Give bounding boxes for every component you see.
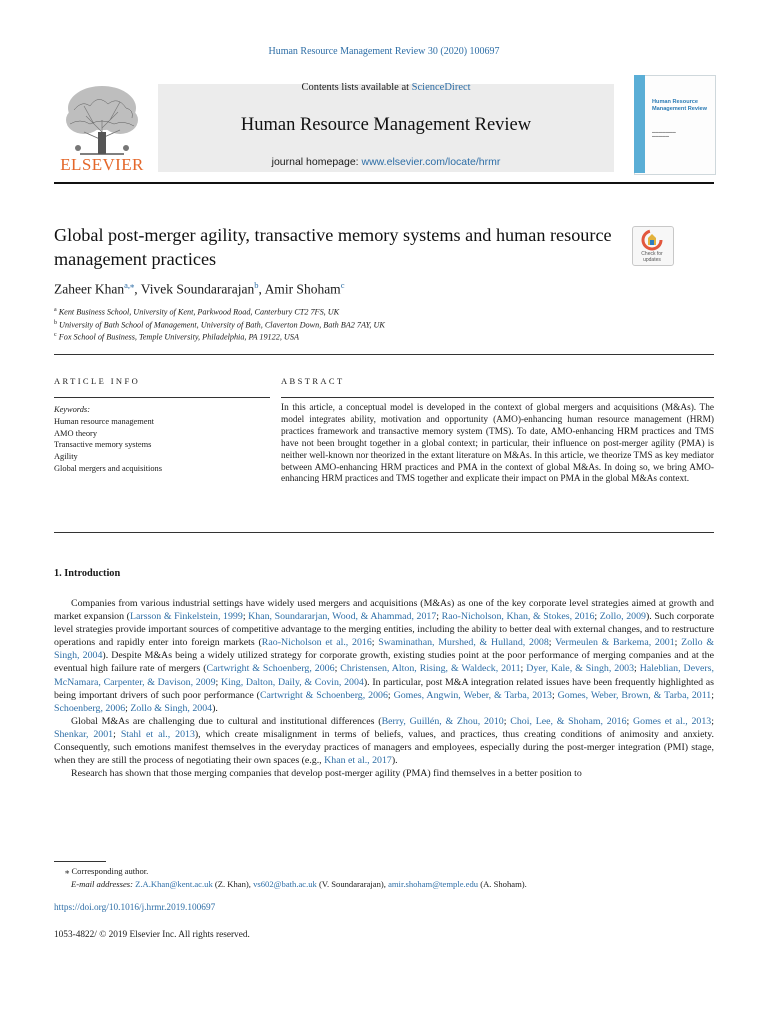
body-text-run: ). xyxy=(391,755,398,767)
homepage-prefix: journal homepage: xyxy=(271,156,362,168)
body-text-run: ; xyxy=(626,715,634,727)
header-rule xyxy=(54,182,714,184)
body-text-run: ). Such corporate level strategies provide important sources of competitive advantage to the merging entities, including the ability to better deal with external changes, and to restructure operations and rapidly enter into foreign markets ( xyxy=(54,611,714,649)
citation-link[interactable]: King, Dalton, Daily, & Covin, 2004 xyxy=(220,676,364,688)
affiliation-sup: c xyxy=(54,332,57,338)
email-owner: (A. Shoham). xyxy=(478,879,527,889)
keyword-item: Transactive memory systems xyxy=(54,440,152,450)
affiliation-text: University of Bath School of Management, University of Bath, Claverton Down, Bath BA2 7AY, UK xyxy=(59,320,385,330)
body-text-run: ; xyxy=(334,663,341,675)
body-text-run: ; xyxy=(674,637,682,649)
corresponding-footnote xyxy=(54,866,714,877)
body-text-run: ; xyxy=(113,728,121,740)
email-owner: (Z. Khan), xyxy=(212,879,254,889)
author-list xyxy=(54,280,344,298)
footnote-rule xyxy=(54,861,106,862)
citation-link[interactable]: Christensen, Alton, Rising, & Waldeck, 2011 xyxy=(340,663,521,675)
cover-spine xyxy=(634,75,645,173)
intro-heading: 1. Introduction xyxy=(54,568,121,579)
body-text-run: ; xyxy=(594,611,600,623)
copyright-line: 1053-4822/ © 2019 Elsevier Inc. All rights reserved. xyxy=(54,930,250,940)
citation-link[interactable]: Zollo & Singh, 2004 xyxy=(54,637,714,662)
citation-link[interactable]: Khan et al., 2017 xyxy=(324,755,392,767)
body-text-run: ). xyxy=(212,702,218,714)
body-text-run: ; xyxy=(371,637,379,649)
email-footnote xyxy=(54,879,714,889)
keyword-item: Global mergers and acquisitions xyxy=(54,463,162,473)
citation-link[interactable]: Choi, Lee, & Shoham, 2016 xyxy=(510,715,627,727)
body-text-run: Global M&As are challenging due to cultural and institutional differences ( xyxy=(71,715,382,727)
citation-link[interactable]: Zollo & Singh, 2004 xyxy=(130,702,213,714)
author-affil-sup[interactable]: b xyxy=(254,280,259,290)
keyword-item: Human resource management xyxy=(54,416,154,426)
body-text-run: ), which create misalignment in terms of beliefs, values, and practices, thus creating conditions of animosity and anxiety. Consequently, such emotions manifest themselves in the everyday practices of managers and employees, especially during the post-merger integration (PMI) stage, when they are still the process of negotiating their own spaces (e.g., xyxy=(54,728,714,767)
intro-body xyxy=(54,597,714,780)
body-text-run: ; xyxy=(551,689,558,701)
article-info-heading: ARTICLE INFO xyxy=(54,376,141,386)
article-title: Global post-merger agility, transactive memory systems and human resource management practices xyxy=(54,225,612,269)
body-text-run: ; xyxy=(634,663,640,675)
citation-link[interactable]: Vermeulen & Barkema, 2001 xyxy=(555,637,675,649)
check-updates-icon xyxy=(641,229,663,251)
author-affil-sup[interactable]: c xyxy=(340,280,345,290)
front-matter-rule xyxy=(54,354,714,355)
body-text-run: ). In particular, post M&A integration related issues have been frequently highlighted as being important drivers of such poor performance ( xyxy=(54,676,714,701)
affiliation xyxy=(54,332,299,342)
citation-link[interactable]: Shenkar, 2001 xyxy=(54,728,114,740)
corresponding-star[interactable]: ⁎ xyxy=(130,280,135,290)
doi-link[interactable]: https://doi.org/10.1016/j.hrmr.2019.100697 xyxy=(54,903,216,913)
keyword-item: AMO theory xyxy=(54,428,98,438)
email-link[interactable]: amir.shoham@temple.edu xyxy=(388,879,479,889)
citation-link[interactable]: Larsson & Finkelstein, 1999 xyxy=(129,611,243,623)
body-text-run: ; xyxy=(520,663,527,675)
citation-link[interactable]: Zollo, 2009 xyxy=(599,611,646,623)
citation-link[interactable]: Stahl et al., 2013 xyxy=(120,728,195,740)
body-text-run: ; xyxy=(125,702,131,714)
abstract-rule xyxy=(281,397,714,398)
citation-link[interactable]: Gomes, Weber, Brown, & Tarba, 2011 xyxy=(557,689,712,701)
body-text-run: ; xyxy=(215,676,221,688)
body-text-run: ; xyxy=(711,715,714,727)
paragraph xyxy=(54,767,714,780)
body-text-run: ; xyxy=(711,689,714,701)
cover-subtext: ▬▬▬▬▬▬▬ ▬▬▬▬▬ xyxy=(652,130,676,139)
citation-link[interactable]: Rao-Nicholson et al., 2016 xyxy=(261,637,372,649)
affiliation-text: Kent Business School, University of Kent, Parkwood Road, Canterbury CT2 7FS, UK xyxy=(58,307,340,317)
author-name[interactable]: Vivek Soundararajan xyxy=(140,281,255,297)
email-owner: (V. Soundararajan), xyxy=(316,879,389,889)
contents-prefix: Contents lists available at xyxy=(301,82,412,93)
affiliation-text: Fox School of Business, Temple University, Philadelphia, PA 19122, USA xyxy=(58,332,299,342)
homepage-link[interactable]: www.elsevier.com/locate/hrmr xyxy=(361,156,501,168)
author-name[interactable]: Amir Shoham xyxy=(264,281,341,297)
citation-link[interactable]: Cartwright & Schoenberg, 2006 xyxy=(259,689,388,701)
body-text-run: Companies from various industrial settings have widely used mergers and acquisitions (M&As) as one of the key corporate level strategies aimed at growth and market expansion ( xyxy=(54,598,714,623)
affiliation xyxy=(54,320,385,330)
body-text-run: ; xyxy=(242,611,249,623)
author-name[interactable]: Zaheer Khan xyxy=(54,281,125,297)
journal-homepage xyxy=(158,156,614,168)
author-sep: , xyxy=(134,281,141,297)
keywords-label: Keywords: xyxy=(54,405,90,414)
citation-link[interactable]: Rao-Nicholson, Khan, & Stokes, 2016 xyxy=(441,611,595,623)
journal-citation[interactable]: Human Resource Management Review 30 (2020) 100697 xyxy=(268,46,500,57)
contents-line xyxy=(158,82,614,93)
citation-link[interactable]: Schoenberg, 2006 xyxy=(54,702,126,714)
abstract-end-rule xyxy=(54,532,714,533)
corresponding-text: Corresponding author. xyxy=(71,866,149,876)
citation-link[interactable]: Gomes, Angwin, Weber, & Tarba, 2013 xyxy=(393,689,552,701)
author-affil-sup[interactable]: a, xyxy=(124,280,130,290)
abstract-heading: ABSTRACT xyxy=(281,376,345,386)
affiliation-sup: a xyxy=(54,307,57,313)
keywords-block xyxy=(54,404,264,475)
keyword-item: Agility xyxy=(54,452,78,462)
elsevier-wordmark: ELSEVIER xyxy=(60,155,144,174)
email-label: E-mail addresses: xyxy=(71,879,133,889)
body-text-run: ; xyxy=(436,611,442,623)
citation-link[interactable]: Cartwright & Schoenberg, 2006 xyxy=(206,663,335,675)
body-text-run: ; xyxy=(548,637,556,649)
affiliation-sup: b xyxy=(54,320,57,326)
journal-title: Human Resource Management Review xyxy=(240,115,532,135)
citation-link[interactable]: Berry, Guillén, & Zhou, 2010 xyxy=(381,715,504,727)
citation-link[interactable]: Khan, Soundararjan, Wood, & Ahammad, 2017 xyxy=(248,611,437,623)
body-text-run: ). Despite M&As being a widely utilized strategy for corporate growth, existing studies point at the poor performance of merging companies and at the eventual high failure rate of mergers ( xyxy=(54,650,714,675)
sciencedirect-link[interactable]: ScienceDirect xyxy=(411,82,471,93)
paragraph xyxy=(54,597,714,715)
email-link[interactable]: Z.A.Khan@kent.ac.uk xyxy=(135,879,213,889)
paragraph xyxy=(54,715,714,767)
body-text-run: Research has shown that those merging companies that develop post-merger agility (PMA) find themselves in a better position to xyxy=(71,768,582,780)
body-text-run: ; xyxy=(503,715,511,727)
citation-link[interactable]: Haleblian, Devers, McNamara, Carpenter, & Davison, 2009 xyxy=(54,663,714,688)
abstract-text: In this article, a conceptual model is developed in the context of global mergers and acquisitions (M&As). The model integrates ability, motivation and opportunity (AMO)-enhancing human resource management (HRM) practices framework and transactive memory system (TMS). To date, AMO-enhancing HRM practices and TMS have not been brought together in a global context; in particular, their influence on post-merger agility (PMA) is neither well-known nor theorized in the extant literature on M&As. In this article, we theorize TMS as key mediator between AMO-enhancing HRM practices and PMA in the context of global M&As. In doing so, we bring AMO-enhancing HRM practices and TMS together and explicate their impact on PMA in the global M&As context. xyxy=(281,403,714,485)
citation-link[interactable]: Dyer, Kale, & Singh, 2003 xyxy=(526,663,635,675)
body-text-run: ; xyxy=(387,689,394,701)
citation-link[interactable]: Swaminathan, Murshed, & Hulland, 2008 xyxy=(378,637,549,649)
info-rule xyxy=(54,397,270,398)
footnote-star: ⁎ xyxy=(65,866,70,876)
check-for-updates-text: Check for updates xyxy=(641,251,663,263)
affiliation xyxy=(54,307,339,317)
citation-link[interactable]: Gomes et al., 2013 xyxy=(633,715,712,727)
journal-cover-thumbnail[interactable] xyxy=(634,75,716,175)
cover-title: Human Resource Management Review xyxy=(652,99,708,112)
author-sep: , xyxy=(258,281,265,297)
email-link[interactable]: vs602@bath.ac.uk xyxy=(253,879,317,889)
